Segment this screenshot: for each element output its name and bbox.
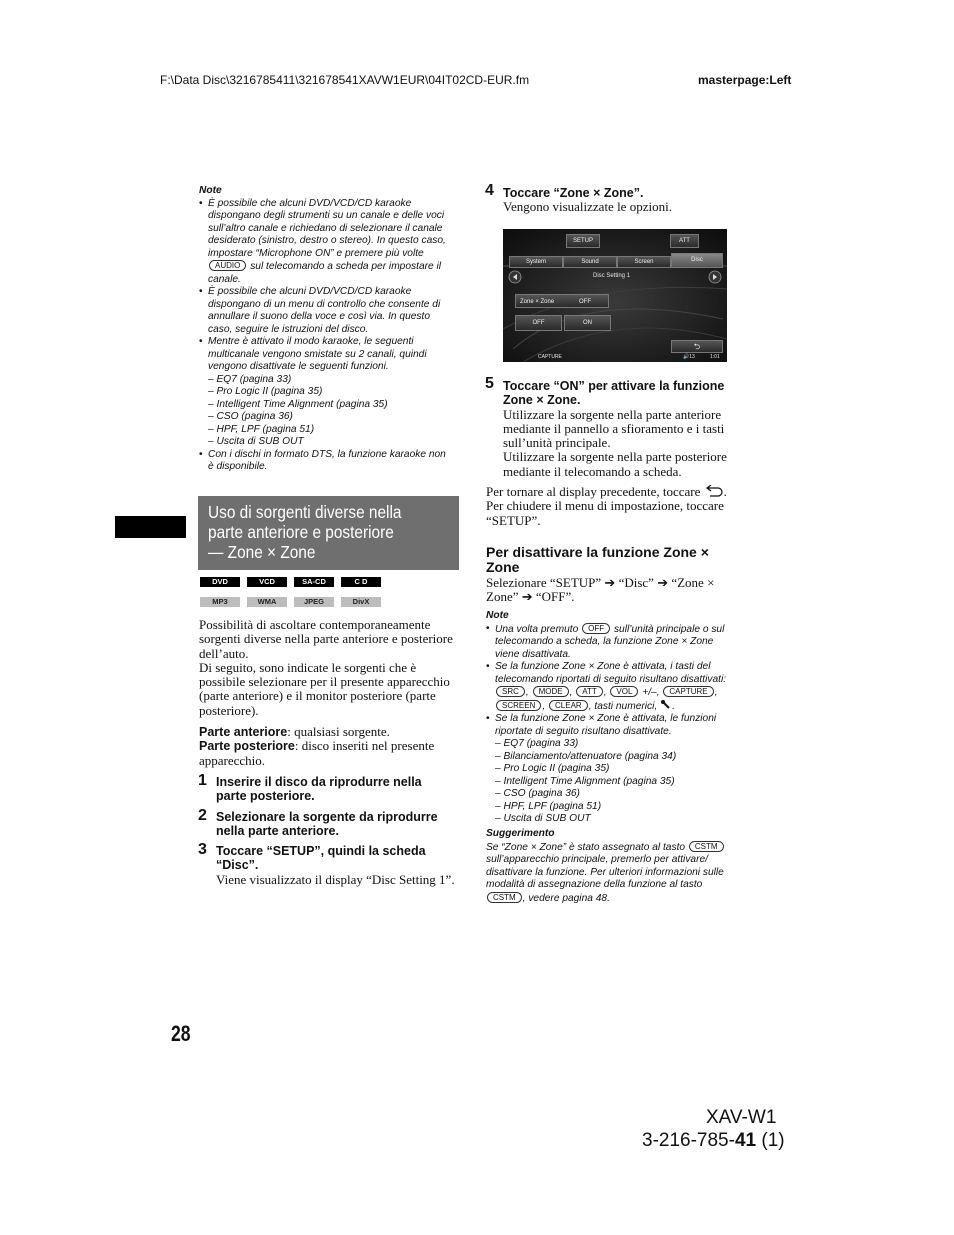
note-line: SRC , MODE , ATT , VOL +/–, CAPTURE , <box>495 686 751 700</box>
section-title-line: Uso di sorgenti diverse nella <box>208 502 402 522</box>
back-button[interactable]: ⮌ <box>671 340 723 353</box>
note-line: dispongano degli strumenti su un canale e delle voci <box>208 210 445 221</box>
screen-key-icon: SCREEN <box>496 700 541 711</box>
disable-text: “Zone × <box>671 575 715 590</box>
note-subitem: – EQ7 (pagina 33) <box>208 373 292 385</box>
audio-key-icon: AUDIO <box>209 260 246 271</box>
step-4-subtext: Vengono visualizzate le opzioni. <box>503 199 672 215</box>
step-5-subtext: mediante il telecomando a scheda. <box>503 463 682 479</box>
note-line: impostare “Microphone ON” e premere più volte <box>208 247 424 259</box>
tip-line: modalità di assegnazione della funzione al tasto <box>486 879 703 890</box>
volume-value: 13 <box>689 354 695 360</box>
sacd-badge: SA-CD <box>294 577 334 587</box>
intro-line: posteriore). <box>199 702 259 718</box>
intro-line: Possibilità di ascoltare contemporaneamente <box>199 617 431 632</box>
arrow-right-icon: ➔ <box>657 575 669 590</box>
tip-line: disattivare la funzione. Per ulteriori informazioni sulle <box>486 866 724 878</box>
disable-line-2 <box>486 590 748 604</box>
intro-line: sorgenti diverse nella parte anteriore e posteriore <box>199 631 453 647</box>
off-key-icon: OFF <box>582 623 610 634</box>
step-line: “Disc”. <box>216 858 259 873</box>
capture-key-icon: CAPTURE <box>663 686 713 697</box>
note-text: +/–, <box>642 687 660 698</box>
masterpage-label: masterpage:Left <box>698 73 792 87</box>
disable-text: Zone” <box>486 589 519 605</box>
att-button[interactable]: ATT <box>670 234 699 248</box>
note-line: desiderato (sinistro, destro o stereo). In questo caso, <box>208 235 446 246</box>
note-left-item-3 <box>199 336 464 449</box>
notes-right <box>486 610 751 826</box>
note-subitem: – EQ7 (pagina 33) <box>495 738 579 749</box>
step-line: Toccare “ON” per attivare la funzione <box>503 379 725 393</box>
note-line: vengono disattivate le seguenti funzioni. <box>208 361 389 372</box>
note-subitem: – Bilanciamento/attenuatore (pagina 34) <box>495 750 677 762</box>
note-line: è disponibile. <box>208 461 268 472</box>
note-line: sull’altro canale e richiedano di selezionare il canale <box>208 222 443 234</box>
dvd-badge: DVD <box>200 577 240 587</box>
disable-heading-line: Per disattivare la funzione Zone × <box>486 544 709 560</box>
src-key-icon: SRC <box>496 686 525 697</box>
return-instructions <box>486 485 748 528</box>
rear-label: Parte posteriore <box>199 739 295 754</box>
step-3-text <box>216 844 468 887</box>
note-right-item-1 <box>486 623 751 662</box>
step-line: nella parte anteriore. <box>216 824 339 839</box>
rear-line-2: apparecchio. <box>199 752 266 768</box>
screen-heading: Disc Setting 1 <box>593 273 631 279</box>
note-line: • Con i dischi in formato DTS, la funzione karaoke non <box>208 448 446 460</box>
note-left-item-2 <box>199 286 464 336</box>
code-part: (1) <box>756 1130 785 1151</box>
microphone-icon <box>660 700 672 710</box>
cd-badge: C D <box>341 577 381 587</box>
front-line <box>199 725 464 739</box>
clear-key-icon: CLEAR <box>549 700 588 711</box>
note-line: • Mentre è attivato il modo karaoke, le seguenti <box>208 336 414 347</box>
note-right-item-2 <box>486 661 751 713</box>
note-subitem: – Intelligent Time Alignment (pagina 35) <box>495 775 675 787</box>
step-3-number: 3 <box>198 841 207 858</box>
note-line: telecomando a scheda, la funzione Zone × Zone <box>495 636 714 647</box>
section-tab-marker <box>115 516 186 538</box>
note-line: annullare il suono della voce e così via. In questo <box>208 311 431 322</box>
disable-text: Selezionare “SETUP” <box>486 575 602 590</box>
note-line: multicanale vengono smistate su 2 canali, quindi <box>208 348 427 360</box>
rear-line <box>199 739 464 753</box>
step-4-number: 4 <box>485 182 494 199</box>
tip-text: , vedere pagina 48. <box>522 892 610 904</box>
intro-line: Di seguito, sono indicate le sorgenti che è <box>199 659 417 675</box>
tip-block <box>486 828 751 905</box>
note-subitem: – Pro Logic II (pagina 35) <box>495 763 610 774</box>
model-name: XAV-W1 <box>706 1107 777 1128</box>
prev-arrow-icon[interactable] <box>508 270 522 284</box>
tip-line-1 <box>486 841 751 855</box>
volume-readout: 🔊13 <box>683 354 695 360</box>
mp3-badge: MP3 <box>200 597 240 607</box>
code-bold: 41 <box>734 1130 757 1151</box>
disable-heading-line: Zone <box>486 559 520 575</box>
step-line: Zone × Zone. <box>503 393 581 408</box>
tab-screen[interactable]: Screen <box>617 256 671 268</box>
section-heading-box <box>198 496 459 570</box>
return-period: . <box>723 484 727 499</box>
return-line-1 <box>486 485 748 499</box>
code-part: 3-216-785- <box>642 1130 735 1151</box>
zone-x-zone-item[interactable] <box>515 294 609 308</box>
step-line: Toccare “Zone × Zone”. <box>503 186 644 200</box>
note-line: dispongano di un menu di controllo che consente di <box>208 298 441 310</box>
return-arrow-icon <box>704 485 724 497</box>
note-subitem: – HPF, LPF (pagina 51) <box>208 423 315 435</box>
note-subitem: – Uscita di SUB OUT <box>208 436 304 447</box>
zone-label: Zone × Zone <box>520 299 555 305</box>
return-line-2: Per chiudere il menu di impostazione, toccare <box>486 498 724 514</box>
tip-line: sull’apparecchio principale, premerlo per attivare/ <box>486 854 708 865</box>
step-2-text <box>216 810 466 839</box>
note-line: telecomando riportati di seguito risultano disattivati: <box>495 673 727 685</box>
step-1-text <box>216 775 466 804</box>
note-line <box>208 260 464 274</box>
tip-title: Suggerimento <box>486 828 555 839</box>
section-title-line: — Zone × Zone <box>208 542 316 562</box>
note-line: riportate di seguito risultano disattivate. <box>495 725 672 737</box>
note-subitem: – Pro Logic II (pagina 35) <box>208 386 323 397</box>
intro-text <box>199 618 464 768</box>
note-subitem: – Intelligent Time Alignment (pagina 35) <box>208 398 388 410</box>
note-right-item-3 <box>486 713 751 826</box>
note-subitem: – CSO (pagina 36) <box>208 411 293 422</box>
note-text: Una volta premuto <box>495 623 579 635</box>
page-number: 28 <box>171 1021 191 1046</box>
return-text: Per tornare al display precedente, toccare <box>486 484 701 499</box>
step-5-text <box>503 379 748 479</box>
disc-setting-screenshot <box>503 229 727 362</box>
setup-button[interactable]: SETUP <box>566 234 600 248</box>
step-5-subtext: mediante il pannello a sfioramento e i tasti <box>503 420 725 436</box>
next-arrow-icon[interactable] <box>708 270 722 284</box>
note-subitem: – HPF, LPF (pagina 51) <box>495 800 602 812</box>
cstm-key-icon: CSTM <box>487 892 522 903</box>
note-text: sull’unità principale o sul <box>613 623 725 635</box>
section-title-line: parte anteriore e posteriore <box>208 522 394 542</box>
intro-line: dell’auto. <box>199 645 249 661</box>
note-line: • È possibile che alcuni DVD/VCD/CD karaoke <box>208 286 412 297</box>
step-5-number: 5 <box>485 375 494 392</box>
tip-line-5 <box>486 892 751 906</box>
step-2-number: 2 <box>198 807 207 824</box>
step-1-number: 1 <box>198 772 207 789</box>
note-left-item-1 <box>199 198 464 287</box>
disable-text: “Disc” <box>618 575 654 590</box>
step-line: parte posteriore. <box>216 789 315 804</box>
jpeg-badge: JPEG <box>294 597 334 607</box>
mode-key-icon: MODE <box>533 686 569 697</box>
note-line: SCREEN , CLEAR , tasti numerici, . <box>495 700 751 714</box>
return-line-3: “SETUP”. <box>486 512 541 528</box>
front-label: Parte anteriore <box>199 725 288 740</box>
tab-sound[interactable]: Sound <box>563 256 617 268</box>
option-off-button[interactable]: OFF <box>515 315 562 331</box>
intro-line: (parte anteriore) e il monitor posteriore (parte <box>199 688 436 704</box>
note-line <box>495 623 751 637</box>
notes-left-title: Note <box>199 185 222 196</box>
note-subitem: – CSO (pagina 36) <box>495 788 580 799</box>
section-title <box>208 502 424 562</box>
arrow-right-icon: ➔ <box>521 589 533 605</box>
arrow-right-icon: ➔ <box>604 575 616 590</box>
notes-right-title: Note <box>486 610 509 621</box>
tab-disc[interactable]: Disc <box>671 253 723 268</box>
att-key-icon: ATT <box>576 686 603 697</box>
wma-badge: WMA <box>247 597 287 607</box>
note-subitem: – Uscita di SUB OUT <box>495 813 591 824</box>
note-text: tasti numerici, <box>594 700 658 712</box>
step-4-text <box>503 186 743 215</box>
vcd-badge: VCD <box>247 577 287 587</box>
file-path: F:\Data Disc\3216785411\321678541XAVW1EUR\04IT02CD-EUR.fm <box>160 73 530 87</box>
cstm-key-icon: CSTM <box>689 841 724 852</box>
step-line: Toccare “SETUP”, quindi la scheda <box>216 844 426 858</box>
vol-key-icon: VOL <box>610 686 638 697</box>
model-code <box>642 1130 785 1152</box>
zone-value: OFF <box>579 299 591 305</box>
tip-text: Se “Zone × Zone” è stato assegnato al tasto <box>486 841 686 853</box>
disable-text: “OFF”. <box>535 589 575 605</box>
note-text: sul telecomando a scheda per impostare il <box>250 261 442 272</box>
step-line: Selezionare la sorgente da riprodurre <box>216 810 438 824</box>
tab-system[interactable]: System <box>509 256 563 268</box>
divx-badge: DivX <box>341 597 381 607</box>
step-5-subtext: Utilizzare la sorgente nella parte anteriore <box>503 406 722 422</box>
disable-heading <box>486 545 748 575</box>
note-line: • Se la funzione Zone × Zone è attivata, le funzioni <box>495 713 717 724</box>
note-line: caso, seguire le istruzioni del disco. <box>208 323 369 335</box>
note-line: canale. <box>208 273 241 285</box>
note-line: • Se la funzione Zone × Zone è attivata, i tasti del <box>495 661 711 672</box>
note-left-item-4 <box>199 449 464 474</box>
front-text: : qualsiasi sorgente. <box>287 724 390 740</box>
rear-text: : disco inseriti nel presente <box>294 738 435 754</box>
disable-instructions <box>486 576 748 605</box>
option-on-button[interactable]: ON <box>564 315 611 331</box>
step-3-subtext: Viene visualizzato il display “Disc Setting 1”. <box>216 871 455 887</box>
step-5-subtext: sull’unità principale. <box>503 435 611 451</box>
step-line: Inserire il disco da riprodurre nella <box>216 775 422 789</box>
step-5-subtext: Utilizzare la sorgente nella parte posteriore <box>503 449 727 465</box>
notes-left <box>199 185 464 474</box>
disable-line-1 <box>486 576 748 590</box>
intro-line: possibile selezionare per il presente apparecchio <box>199 674 450 690</box>
note-line: • È possibile che alcuni DVD/VCD/CD karaoke <box>208 197 412 209</box>
note-line: viene disattivata. <box>495 648 571 660</box>
capture-label: CAPTURE <box>538 354 562 360</box>
clock-readout: 1:01 <box>710 354 720 360</box>
